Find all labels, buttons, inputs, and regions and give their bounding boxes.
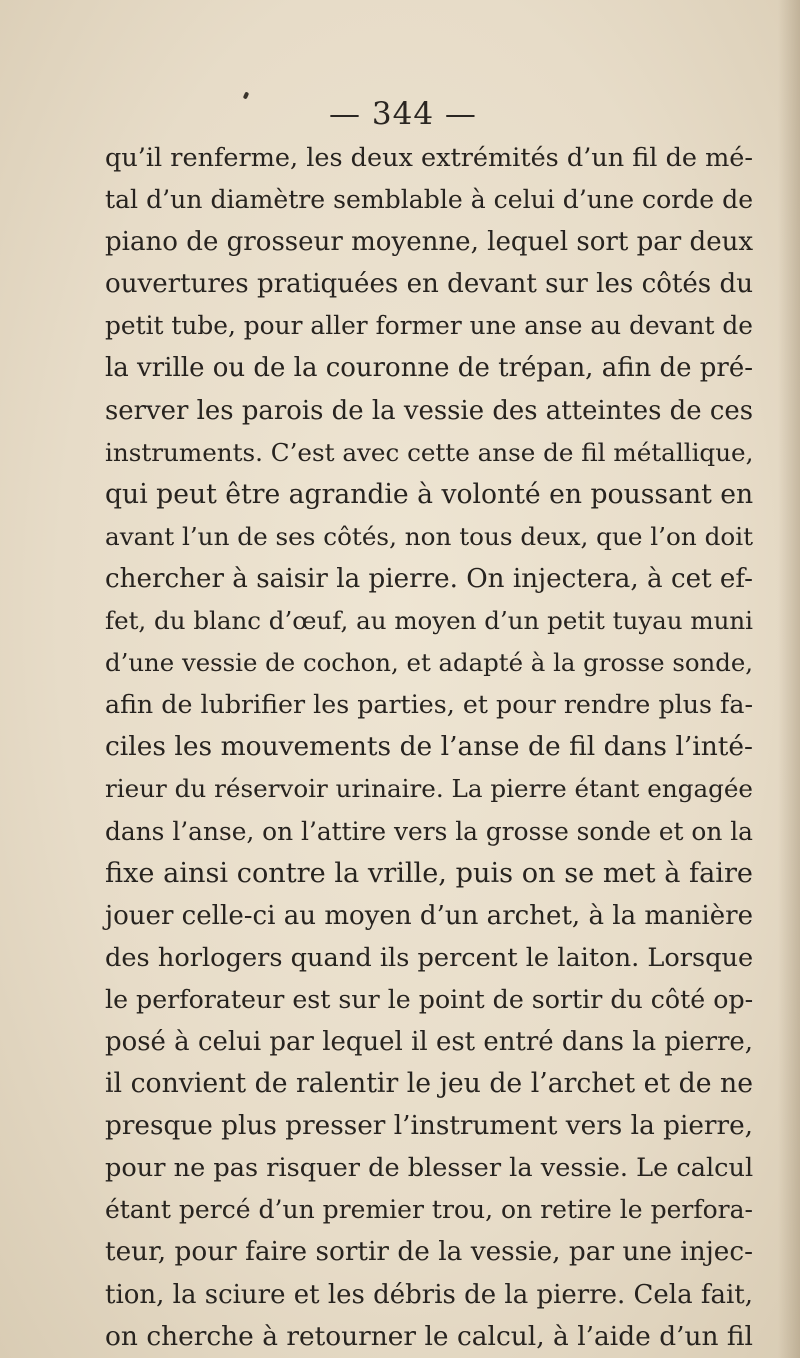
- text-line: fixe ainsi contre la vrille, puis on se met à faire: [105, 857, 753, 889]
- text-line: la vrille ou de la couronne de trépan, afin de pré-: [105, 353, 753, 384]
- text-line: le perforateur est sur le point de sortir du côté op-: [105, 984, 754, 1014]
- text-line: ouvertures pratiquées en devant sur les côtés du: [105, 269, 753, 300]
- text-line: il convient de ralentir le jeu de l’archet et de ne: [105, 1068, 753, 1100]
- text-line: afin de lubrifier les parties, et pour rendre plus fa-: [105, 690, 753, 720]
- text-line: chercher à saisir la pierre. On injectera, à cet ef-: [105, 563, 753, 594]
- text-line: avant l’un de ses côtés, non tous deux, que l’on doit: [105, 521, 753, 551]
- text-line: ciles les mouvements de l’anse de fil dans l’inté-: [105, 731, 753, 763]
- text-line: dans l’anse, on l’attire vers la grosse sonde et on la: [105, 816, 753, 846]
- text-line: instruments. C’est avec cette anse de fil métallique,: [105, 437, 754, 467]
- text-line: des horlogers quand ils percent le laiton. Lorsque: [105, 942, 754, 973]
- text-line: on cherche à retourner le calcul, à l’aide d’un fil: [105, 1320, 753, 1352]
- text-line: d’une vessie de cochon, et adapté à la grosse sonde,: [105, 648, 753, 678]
- text-line: jouer celle-ci au moyen d’un archet, à la manière: [105, 900, 754, 931]
- text-line: presque plus presser l’instrument vers la pierre,: [105, 1111, 753, 1142]
- page-number: — 344 —: [329, 96, 477, 132]
- page-edge-shadow: [778, 0, 800, 1358]
- text-line: posé à celui par lequel il est entré dans la pierre,: [105, 1026, 753, 1057]
- text-line: qui peut être agrandie à volonté en poussant en: [105, 478, 754, 510]
- text-line: server les parois de la vessie des atteintes de ces: [105, 395, 753, 426]
- body-text: [105, 137, 753, 1358]
- text-line: rieur du réservoir urinaire. La pierre étant engagée: [105, 774, 753, 804]
- text-line: tal d’un diamètre semblable à celui d’une corde de: [105, 185, 754, 215]
- text-line: fet, du blanc d’œuf, au moyen d’un petit tuyau muni: [105, 606, 753, 636]
- text-line: pour ne pas risquer de blesser la vessie. Le calcul: [105, 1153, 754, 1184]
- text-line: qu’il renferme, les deux extrémités d’un fil de mé-: [105, 143, 753, 173]
- text-line: étant percé d’un premier trou, on retire le perfora-: [105, 1195, 753, 1225]
- text-line: petit tube, pour aller former une anse au devant de: [105, 311, 753, 341]
- text-line: piano de grosseur moyenne, lequel sort par deux: [105, 227, 754, 258]
- text-line: teur, pour faire sortir de la vessie, par une injec-: [105, 1237, 753, 1268]
- text-line: tion, la sciure et les débris de la pierre. Cela fait,: [105, 1279, 753, 1310]
